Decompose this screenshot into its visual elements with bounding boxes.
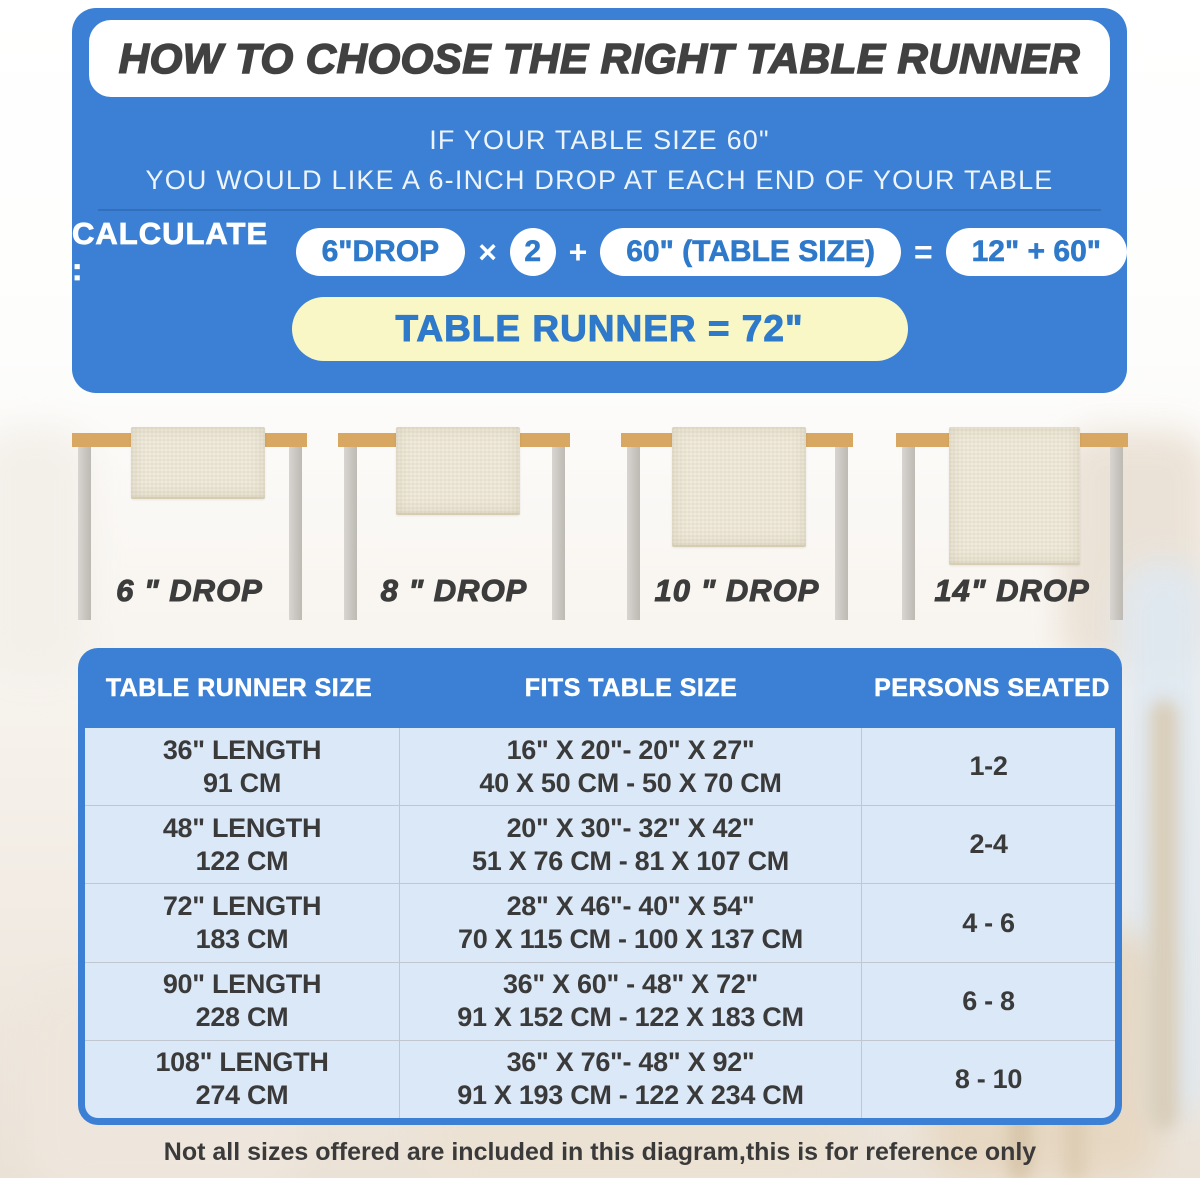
persons-value: 4 - 6 (962, 907, 1015, 938)
size-chart-panel (78, 648, 1122, 1125)
fits-size-inches: 36" X 76"- 48" X 92" (506, 1047, 755, 1078)
runner-size-inches: 36" LENGTH (162, 734, 322, 765)
fits-size-cell (400, 806, 862, 883)
page-title: HOW TO CHOOSE THE RIGHT TABLE RUNNER (118, 34, 1081, 82)
persons-cell (862, 728, 1115, 805)
blur-shape (1150, 700, 1178, 1130)
runner-size-cm: 122 CM (195, 845, 289, 876)
fits-size-cell (400, 1041, 862, 1118)
runner-size-cm: 274 CM (195, 1080, 289, 1111)
runner-size-cell (85, 806, 400, 883)
multiplier-pill: 2 (510, 228, 556, 276)
runner-size-cell (85, 728, 400, 805)
intro-line-1: IF YOUR TABLE SIZE 60" (429, 125, 770, 155)
runner-size-inches: 108" LENGTH (155, 1047, 329, 1078)
persons-cell (862, 1041, 1115, 1118)
table-row (85, 806, 1115, 884)
drop-label: 8 " DROP (380, 573, 528, 608)
table-figure-10-drop (621, 425, 853, 635)
table-figure-14-drop (896, 425, 1128, 635)
fits-size-inches: 28" X 46"- 40" X 54" (506, 891, 755, 921)
runner-size-inches: 90" LENGTH (162, 969, 322, 1000)
table-size-pill: 60" (TABLE SIZE) (600, 228, 901, 276)
table-runner (672, 427, 806, 547)
table-runner (949, 427, 1080, 565)
persons-cell (862, 963, 1115, 1040)
persons-cell (862, 806, 1115, 883)
runner-size-cm: 183 CM (195, 924, 289, 954)
runner-size-cell (85, 1041, 400, 1118)
drop-label: 6 " DROP (116, 573, 263, 608)
fits-size-cell (400, 963, 862, 1040)
result-pill: 12" + 60" (946, 228, 1127, 276)
intro-text (72, 120, 1127, 200)
fits-size-inches: 16" X 20"- 20" X 27" (506, 734, 755, 765)
table-figure-8-drop (338, 425, 570, 635)
fits-size-cell (400, 728, 862, 805)
table-row (85, 884, 1115, 962)
table-row (85, 1041, 1115, 1118)
equals-operator: = (913, 233, 933, 270)
runner-size-cm: 228 CM (195, 1002, 289, 1033)
plus-operator: + (568, 233, 588, 270)
table-row (85, 963, 1115, 1041)
persons-cell (862, 884, 1115, 961)
drop-label: 10 " DROP (654, 573, 820, 608)
persons-value: 8 - 10 (954, 1063, 1023, 1094)
fits-size-cm: 91 X 193 CM - 122 X 234 CM (457, 1080, 804, 1111)
persons-value: 2-4 (969, 829, 1008, 860)
table-runner (131, 427, 265, 499)
top-panel (72, 8, 1127, 393)
multiply-operator: × (478, 233, 497, 270)
fits-size-cm: 91 X 152 CM - 122 X 183 CM (457, 1002, 804, 1033)
calculation-row (72, 216, 1127, 287)
fits-size-cm: 70 X 115 CM - 100 X 137 CM (458, 924, 803, 954)
calculate-label: CALCULATE : (72, 216, 269, 287)
persons-value: 6 - 8 (962, 985, 1015, 1016)
fits-size-cell (400, 884, 862, 961)
fits-size-inches: 20" X 30"- 32" X 42" (506, 812, 755, 843)
fits-size-cm: 40 X 50 CM - 50 X 70 CM (479, 767, 782, 798)
table-runner (396, 427, 520, 515)
runner-size-inches: 72" LENGTH (162, 891, 322, 921)
table-figure-6-drop (72, 425, 307, 635)
footer-note: Not all sizes offered are included in this diagram,this is for reference only (163, 1138, 1037, 1166)
column-header-persons: PERSONS SEATED (874, 673, 1110, 702)
table-row (85, 728, 1115, 806)
intro-line-2: YOU WOULD LIKE A 6-INCH DROP AT EACH END OF YOUR TABLE (145, 165, 1054, 195)
drop-pill: 6"DROP (296, 228, 466, 276)
runner-size-cell (85, 963, 400, 1040)
fits-size-inches: 36" X 60" - 48" X 72" (502, 969, 759, 1000)
drop-label: 14" DROP (934, 573, 1090, 608)
size-chart-header (78, 648, 1122, 728)
result-text: TABLE RUNNER = 72" (395, 308, 804, 349)
column-header-fits-size: FITS TABLE SIZE (524, 673, 738, 702)
runner-size-inches: 48" LENGTH (162, 812, 322, 843)
fits-size-cm: 51 X 76 CM - 81 X 107 CM (472, 845, 789, 876)
divider (98, 209, 1101, 211)
size-chart-body (85, 728, 1115, 1118)
result-banner (292, 297, 908, 361)
runner-size-cell (85, 884, 400, 961)
runner-size-cm: 91 CM (202, 767, 282, 798)
title-bar (89, 20, 1110, 97)
column-header-runner-size: TABLE RUNNER SIZE (105, 673, 373, 702)
persons-value: 1-2 (969, 751, 1008, 782)
